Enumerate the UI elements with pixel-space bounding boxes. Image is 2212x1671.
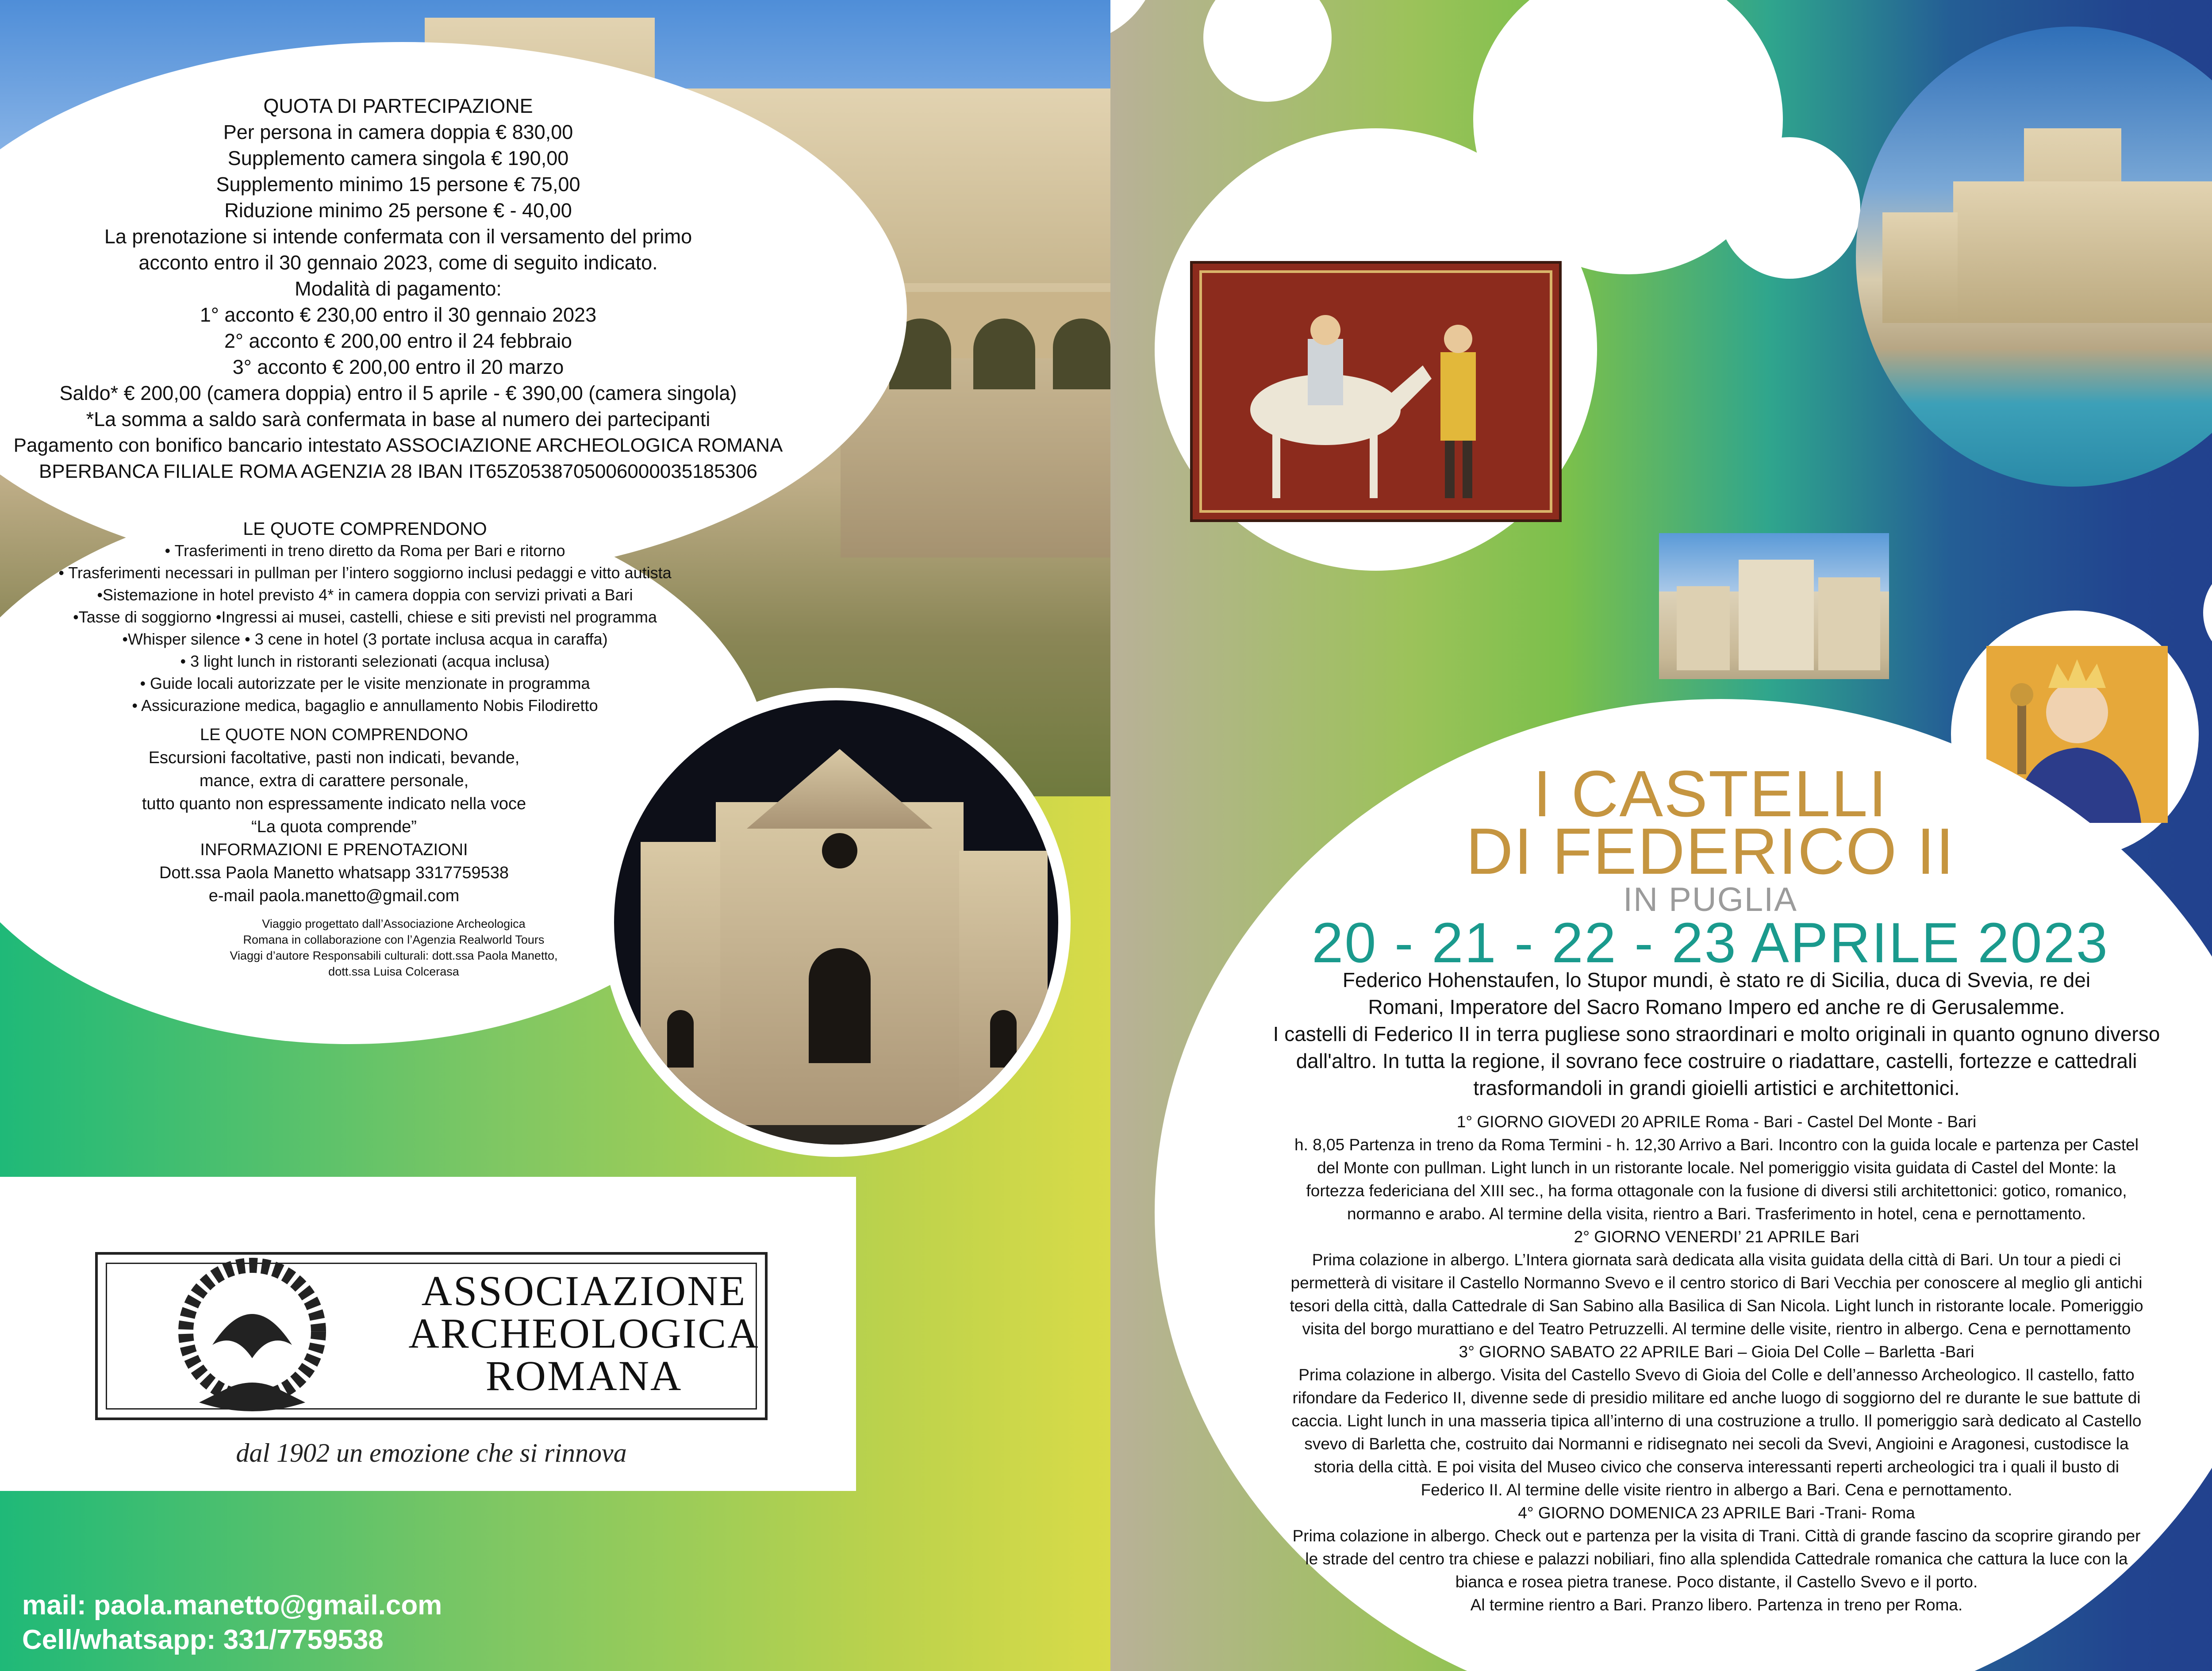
quote-line: La prenotazione si intende confermata con il versamento del primo: [104, 225, 692, 248]
castle-sea-photo: [1856, 27, 2212, 487]
eagle-wreath-icon: [159, 1243, 345, 1429]
quote-title: QUOTA DI PARTECIPAZIONE: [263, 95, 533, 117]
includes-block: [0, 518, 730, 717]
contact-phone: Cell/whatsapp: 331/7759538: [22, 1625, 384, 1655]
quote-line: BPERBANCA FILIALE ROMA AGENZIA 28 IBAN IT65Z0538705006000035185306: [38, 461, 758, 482]
info-title: INFORMAZIONI E PRENOTAZIONI: [200, 841, 468, 859]
quote-line: 3° acconto € 200,00 entro il 20 marzo: [232, 356, 564, 378]
credits-line: Viaggi d’autore Responsabili culturali: dott.ssa Paola Manetto,: [230, 949, 558, 962]
includes-line: •Tasse di soggiorno •Ingressi ai musei, castelli, chiese e siti previsti nel programma: [73, 608, 657, 626]
quote-line: Supplemento camera singola € 190,00: [227, 147, 569, 169]
contact-mail: mail: paola.manetto@gmail.com: [22, 1590, 442, 1621]
quote-block: [0, 93, 796, 484]
decor-circle: [1719, 137, 1860, 279]
association-panel: [0, 1177, 856, 1491]
title-line-1: I CASTELLI: [1533, 757, 1888, 830]
excludes-line: mance, extra di carattere personale,: [199, 772, 469, 790]
basilica-portal: [809, 948, 871, 1063]
day-heading: 4° GIORNO DOMENICA 23 APRILE Bari -Trani- Roma: [1518, 1504, 1915, 1522]
quote-line: *La somma a saldo sarà confermata in base al numero dei partecipanti: [86, 408, 710, 430]
decor-circle: [2203, 562, 2212, 664]
day-heading: 3° GIORNO SABATO 22 APRILE Bari – Gioia Del Colle – Barletta -Bari: [1459, 1343, 1974, 1361]
title-line-3: IN PUGLIA: [1623, 881, 1797, 918]
right-page: [1110, 0, 2212, 1671]
includes-line: •Whisper silence • 3 cene in hotel (3 portate inclusa acqua in caraffa): [122, 630, 608, 648]
basilica-tower-right: [959, 851, 1048, 1143]
excludes-block: [80, 723, 588, 907]
includes-line: • Trasferimenti in treno diretto da Roma per Bari e ritorno: [165, 542, 565, 560]
basilica-rose-window: [822, 833, 857, 868]
excludes-line: Escursioni facoltative, pasti non indicati, bevande,: [148, 749, 520, 767]
basilica-square: [614, 1125, 1071, 1157]
basilica-window: [667, 1010, 694, 1068]
quote-line: Riduzione minimo 25 persone € - 40,00: [224, 199, 572, 222]
day-heading: 1° GIORNO GIOVEDI 20 APRILE Roma - Bari - Castel Del Monte - Bari: [1456, 1113, 1977, 1131]
bridge-arch: [1053, 319, 1110, 389]
quote-line: Pagamento con bonifico bancario intestato ASSOCIAZIONE ARCHEOLOGICA ROMANA: [13, 434, 783, 456]
event-dates: 20 - 21 - 22 - 23 APRILE 2023: [1312, 911, 2109, 975]
excludes-line: tutto quanto non espressamente indicato nella voce: [142, 795, 526, 813]
quote-line: Modalità di pagamento:: [295, 277, 502, 300]
quote-line: Per persona in camera doppia € 830,00: [223, 121, 573, 143]
bridge-arch: [973, 319, 1035, 389]
title-line-2: DI FEDERICO II: [1466, 815, 1955, 888]
basilica-tower-left: [641, 842, 720, 1143]
basilica-day-photo: [1659, 533, 1889, 679]
itinerary-text: 1° GIORNO GIOVEDI 20 APRILE Roma - Bari - Castel Del Monte - Bari h. 8,05 Partenza in treno da Roma Termini - h. 12,30 Arrivo a Bari. Incontro con la guida locale e partenza per Castel del Monte con pullman. Light lunch in un ristorante locale. Nel pomeriggio visita guidata di Castel del Monte: la fortezza federiciana del XIII sec., ha forma ottagonale con la fusione di diversi stili architettonici: gotico, romanico, normanno e arabo. Al termine della visita, rientro a Bari. Trasferimento in hotel, cena e pernottamento. 2° GIORNO VENERDI’ 21 APRILE Bari Prima colazione in albergo. L’Intera giornata sarà dedicata alla visita guidata della città di Bari. Un tour a piedi ci permetterà di visitare il Castello Normanno Svevo e il centro storico di Bari Vecchia per conoscere al meglio gli antichi tesori della città, dalla Cattedrale di San Sabino alla Basilica di San Nicola. Light lunch in ristorante locale. Pomeriggio visita del borgo murattiano e del Teatro Petruzzelli. Al termine delle visite, rientro in albergo. Cena e pernottamento 3° GIORNO SABATO 22 APRILE Bari – Gioia Del Colle – Barletta -Bari Prima colazione in albergo. Visita del Castello Svevo di Gioia del Colle e dell’annesso Archeologico. Il castello, fatto rifondare da Federico II, divenne sede di presidio militare ed anche luogo di soggiorno del re durante le sue battute di caccia. Light lunch in una masseria tipica all’interno di una costruzione a trullo. Il pomeriggio sarà dedicato al Castello svevo di Barletta che, costruito dai Normanni e ridisegnato nei secoli da Svevi, Angioini e Aragonesi, custodisce la storia della città. E poi visita del Museo civico che conserva interessanti reperti archeologici tra i quali il busto di Federico II. Al termine delle visite rientro in albergo a Bari. Cena e pernottamento. 4° GIORNO DOMENICA 23 APRILE Bari -Trani- Roma Prima colazione in albergo. Check out e partenza per la visita di Trani. Città di grande fascino da scoprire girando per le strade del centro tra chiese e palazzi nobiliari, fino alla splendida Cattedrale romanica che cattura la luce con la bianca e rosea pietra tranese. Poco distante, il Castello Svevo e il porto. Al termine rientro a Bari. Pranzo libero. Partenza in treno per Roma.: [1164, 1110, 2212, 1617]
includes-line: •Sistemazione in hotel previsto 4* in camera doppia con servizi privati a Bari: [97, 586, 633, 604]
credits-line: Viaggio progettato dall’Associazione Archeologica: [262, 917, 526, 930]
intro-text: Federico Hohenstaufen, lo Stupor mundi, è stato re di Sicilia, duca di Svevia, re dei Romani, Imperatore del Sacro Romano Impero ed anche re di Gerusalemme. I castelli di Federico II in terra pugliese sono straordinari e molto originali in quanto ognuno diverso dall'altro. In tutta la regione, il sovrano fece costruire o riadattare, castelli, fortezze e cattedrali trasformandoli in grandi gioielli artistici e architettonici.: [1273, 968, 2160, 1099]
association-tagline: dal 1902 un emozione che si rinnova: [236, 1438, 627, 1467]
excludes-title: LE QUOTE NON COMPRENDONO: [200, 726, 468, 744]
quote-line: Saldo* € 200,00 (camera doppia) entro il 5 aprile - € 390,00 (camera singola): [59, 382, 737, 404]
decor-circle: [1203, 0, 1332, 102]
contact-block: [22, 1588, 442, 1657]
association-name: ASSOCIAZIONE ARCHEOLOGICA ROMANA: [408, 1267, 760, 1399]
includes-line: • Assicurazione medica, bagaglio e annullamento Nobis Filodiretto: [132, 696, 598, 714]
includes-line: • Trasferimenti necessari in pullman per l’intero soggiorno inclusi pedaggi e vitto autista: [58, 564, 672, 582]
day-heading: 2° GIORNO VENERDI’ 21 APRILE Bari: [1574, 1228, 1859, 1246]
basilica-night-photo: [602, 688, 1071, 1157]
includes-line: • 3 light lunch in ristoranti selezionati (acqua inclusa): [180, 652, 550, 670]
quote-line: Supplemento minimo 15 persone € 75,00: [216, 173, 580, 196]
quote-line: acconto entro il 30 gennaio 2023, come di seguito indicato.: [138, 251, 658, 274]
credits-line: dott.ssa Luisa Colcerasa: [328, 965, 459, 978]
credits-block: [173, 916, 615, 980]
basilica-gable: [747, 749, 933, 829]
decor-circle: [1110, 0, 1159, 44]
includes-title: LE QUOTE COMPRENDONO: [243, 519, 487, 539]
credits-line: Romana in collaborazione con l’Agenzia Realworld Tours: [243, 933, 545, 946]
excludes-line: “La quota comprende”: [251, 818, 417, 836]
quote-line: 2° acconto € 200,00 entro il 24 febbraio: [224, 330, 572, 352]
basilica-window: [990, 1010, 1017, 1068]
falconer-miniature-image: [1190, 261, 1562, 522]
info-email: e-mail paola.manetto@gmail.com: [208, 887, 460, 905]
quote-line: 1° acconto € 230,00 entro il 30 gennaio 2023: [200, 303, 597, 326]
includes-line: • Guide locali autorizzate per le visite menzionate in programma: [140, 674, 590, 692]
info-whatsapp: Dott.ssa Paola Manetto whatsapp 3317759538: [159, 864, 509, 882]
